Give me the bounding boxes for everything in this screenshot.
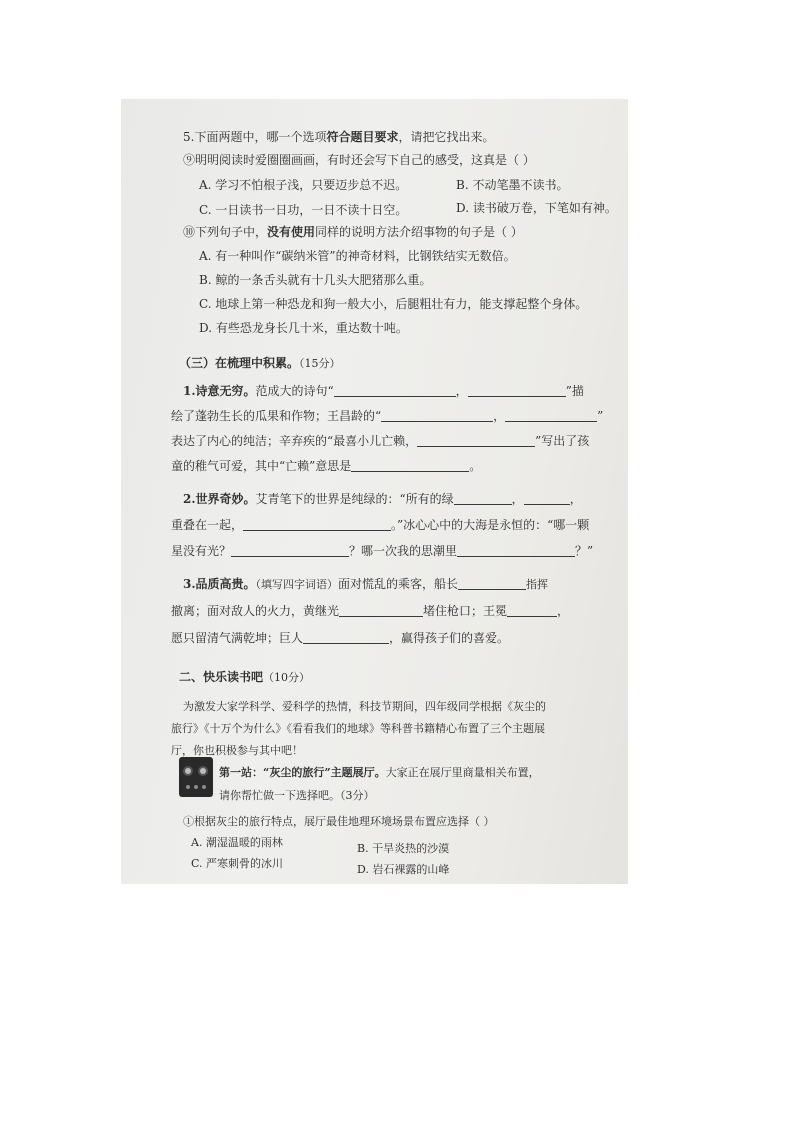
answer-blank[interactable] <box>334 384 456 397</box>
intro-line-2: 旅行》《十万个为什么》《看看我们的地球》等科普书籍精心布置了三个主题展 <box>171 722 545 735</box>
answer-blank[interactable] <box>303 631 389 644</box>
world-line-2 <box>171 517 589 533</box>
exam-photo <box>121 99 628 884</box>
answer-blank[interactable] <box>457 544 575 557</box>
section-2-heading <box>179 669 310 686</box>
section-3-score: （15分） <box>299 357 341 370</box>
text: 童的稚气可爱，其中“亡赖”意思是 <box>171 459 352 473</box>
q5-title <box>183 129 494 145</box>
text: 。 <box>469 459 482 473</box>
text: ？哪一次我的思潮里 <box>349 544 458 558</box>
answer-blank[interactable] <box>351 459 469 472</box>
text: ” <box>597 409 604 423</box>
robot-dot-icon <box>186 785 190 789</box>
robot-dot-icon <box>202 785 206 789</box>
text: 。”冰心心中的大海是永恒的：“哪一颗 <box>391 518 590 532</box>
text: 指挥 <box>526 578 549 591</box>
section-2-title: 二、快乐读书吧 <box>179 670 264 684</box>
station-title: 第一站：“灰尘的旅行”主题展厅。 <box>219 766 386 779</box>
poem-line-1 <box>183 383 584 399</box>
quality-line-3 <box>171 630 509 646</box>
q10-stem-part: 同样的说明方法介绍事物的句子是（ ） <box>315 225 523 239</box>
world-line-1 <box>183 491 582 507</box>
q10-option-a: A. 有一种叫作“碳纳米管”的神奇材料，比钢铁结实无数倍。 <box>199 249 516 263</box>
text: 表达了内心的纯洁；辛弃疾的“最喜小儿亡赖， <box>171 434 418 448</box>
robot-eye-icon <box>183 766 193 776</box>
answer-blank[interactable] <box>454 492 512 505</box>
quality-title: 3.品质高贵。 <box>183 577 256 591</box>
text: 堵住枪口；王冕 <box>423 604 508 618</box>
q10-stem-part: ⑩下列句子中， <box>183 225 268 239</box>
text: 艾青笔下的世界是纯绿的：“所有的绿 <box>255 492 454 506</box>
quality-line-2 <box>171 603 569 619</box>
text: ， <box>493 409 506 423</box>
text: 面对慌乱的乘客，船长 <box>338 577 459 591</box>
section-3-heading <box>179 355 341 372</box>
answer-blank[interactable] <box>339 604 423 617</box>
quality-line-1 <box>183 576 548 593</box>
q9-stem: ⑨明明阅读时爱圈圈画画，有时还会写下自己的感受，这真是（ ） <box>183 153 535 167</box>
q9-option-d: D. 读书破万卷，下笔如有神。 <box>456 201 617 215</box>
robot-eye-icon <box>198 766 208 776</box>
answer-blank[interactable] <box>468 384 566 397</box>
text: 重叠在一起， <box>171 518 244 532</box>
intro-line-1: 为激发大家学科学、爱科学的热情，科技节期间，四年级同学根据《灰尘的 <box>183 700 546 713</box>
answer-blank[interactable] <box>524 492 570 505</box>
text: 星没有光？ <box>171 544 232 558</box>
poem-title: 1.诗意无穷。 <box>183 384 256 398</box>
answer-blank[interactable] <box>417 434 535 447</box>
world-line-3 <box>171 543 593 559</box>
poem-line-4 <box>171 458 481 474</box>
q10-stem <box>183 224 523 240</box>
q5-title-part: 5.下面两题中，哪一个选项 <box>183 130 327 144</box>
poem-line-3 <box>171 433 589 449</box>
text: 撤离；面对敌人的火力，黄继光 <box>171 604 340 618</box>
answer-blank[interactable] <box>231 544 349 557</box>
q1-option-b: B. 干旱炎热的沙漠 <box>357 842 450 855</box>
section-3-title: （三）在梳理中积累。 <box>179 356 300 370</box>
answer-blank[interactable] <box>381 409 493 422</box>
text: 愿只留清气满乾坤；巨人 <box>171 631 304 645</box>
text: ， <box>569 492 582 506</box>
text: 大家正在展厅里商量相关布置， <box>385 766 540 779</box>
q1-option-a: A. 潮湿温暖的雨林 <box>191 836 283 849</box>
intro-line-3: 厅，你也积极参与其中吧！ <box>171 744 303 757</box>
text: 请你帮忙做一下选择吧。 <box>219 789 340 802</box>
q5-title-part: ，请把它找出来。 <box>398 130 495 144</box>
text: ”写出了孩 <box>535 434 590 448</box>
robot-dot-icon <box>194 785 198 789</box>
answer-blank[interactable] <box>505 409 597 422</box>
answer-blank[interactable] <box>507 604 557 617</box>
answer-blank[interactable] <box>243 518 391 531</box>
station-line-1 <box>219 765 540 781</box>
q1-stem: ①根据灰尘的旅行特点，展厅最佳地理环境场景布置应选择（ ） <box>183 815 495 828</box>
station-line-2 <box>219 788 375 804</box>
q10-stem-emphasis: 没有使用 <box>267 225 316 239</box>
q5-title-emphasis: 符合题目要求 <box>326 130 399 144</box>
text: ”描 <box>565 384 584 398</box>
text: ， <box>455 384 468 398</box>
q1-option-d: D. 岩石裸露的山峰 <box>357 863 450 876</box>
quality-note: （填写四字词语） <box>255 578 339 591</box>
text: 范成大的诗句“ <box>255 384 334 398</box>
q10-option-c: C. 地球上第一种恐龙和狗一般大小，后腿粗壮有力，能支撑起整个身体。 <box>199 297 588 311</box>
q9-option-a: A. 学习不怕根子浅，只要迈步总不迟。 <box>199 178 408 192</box>
text: ， <box>557 604 570 618</box>
q10-option-d: D. 有些恐龙身长几十米，重达数十吨。 <box>199 321 408 335</box>
answer-blank[interactable] <box>458 577 526 590</box>
world-title: 2.世界奇妙。 <box>183 492 256 506</box>
q9-option-c: C. 一日读书一日功，一日不读十日空。 <box>199 203 408 217</box>
text: ？” <box>575 544 594 558</box>
text: ， <box>511 492 524 506</box>
q9-option-b: B. 不动笔墨不读书。 <box>456 178 569 192</box>
robot-icon <box>179 757 213 797</box>
text: 绘了蓬勃生长的瓜果和作物；王昌龄的“ <box>171 409 382 423</box>
q1-option-c: C. 严寒刺骨的冰川 <box>191 857 284 870</box>
section-2-score: （10分） <box>263 671 311 684</box>
station-score: （3分） <box>340 789 375 802</box>
text: ，赢得孩子们的喜爱。 <box>389 631 510 645</box>
q10-option-b: B. 鲸的一条舌头就有十几头大肥猪那么重。 <box>199 273 432 287</box>
poem-line-2 <box>171 408 603 424</box>
